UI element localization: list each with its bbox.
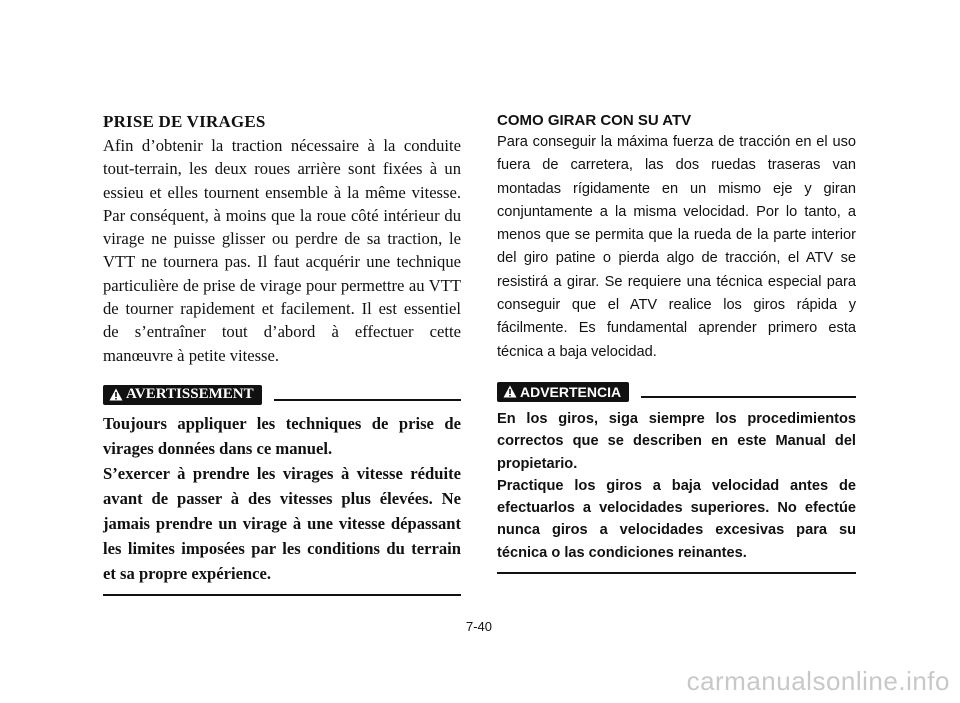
spanish-bottom-rule: [497, 572, 856, 574]
spanish-warning-label: ADVERTENCIA: [520, 383, 622, 400]
spanish-warning-paragraph-2: Practique los giros a baja velocidad antes de efectuarlos a velocidades superiores. No efectúe nunca giros a velocidades excesivas para su técnica o las condiciones reinantes.: [497, 477, 856, 561]
spanish-warning-rule: [641, 396, 856, 398]
french-warning-label: AVERTISSEMENT: [126, 386, 254, 403]
warning-triangle-icon: [503, 385, 517, 398]
french-warning-paragraph-2: S’exercer à prendre les virages à vitesse réduite avant de passer à des vitesses plus élevées. Ne jamais prendre un virage à une vitesse dépassant les limites imposées par les conditions du terrain et sa propre expérience.: [103, 463, 461, 583]
french-heading: PRISE DE VIRAGES: [103, 112, 266, 131]
french-warning-rule: [274, 399, 461, 401]
french-warning-text: [103, 411, 461, 586]
spanish-column: [497, 112, 856, 574]
french-bottom-rule: [103, 594, 461, 596]
spanish-warning-badge: [497, 382, 629, 402]
warning-triangle-icon: [109, 388, 123, 401]
french-warning-header: [103, 385, 461, 405]
spanish-warning-paragraph-1: En los giros, siga siempre los procedimientos correctos que se describen en este Manual del propietario.: [497, 410, 856, 472]
french-warning-badge: [103, 385, 262, 405]
watermark: carmanualsonline.info: [686, 666, 950, 696]
spanish-warning-text: [497, 408, 856, 564]
french-column: [103, 112, 461, 596]
page-number: 7-40: [466, 619, 493, 634]
spanish-body: Para conseguir la máxima fuerza de tracción en el uso fuera de carretera, las dos ruedas traseras van montadas rígidamente en un mismo eje y giran conjuntamente a la misma velocidad. Por lo tanto, a menos que se permita que la rueda de la parte interior del giro patine o pierda algo de tracción, el ATV se resistirá a girar. Se requiere una técnica especial para conseguir que el ATV realice los giros rápida y fácilmente. Es fundamental aprender primero esta técnica a baja velocidad.: [497, 134, 856, 360]
spanish-heading: COMO GIRAR CON SU ATV: [497, 112, 692, 129]
french-body: Afin d’obtenir la traction nécessaire à la conduite tout-terrain, les deux roues arrière sont fixées à un essieu et elles tournent ensemble à la même vitesse. Par conséquent, à moins que la roue côté intérieur du virage ne puisse glisser ou perdre de sa traction, le VTT ne tournera pas. Il faut acquérir une technique particulière de prise de virage pour permettre au VTT de tourner rapidement et facilement. Il est essentiel de s’entraîner tout d’abord à effectuer cette manœuvre à petite vitesse.: [103, 136, 461, 365]
french-warning-paragraph-1: Toujours appliquer les techniques de prise de virages données dans ce manuel.: [103, 413, 461, 458]
spanish-warning-header: [497, 382, 856, 402]
